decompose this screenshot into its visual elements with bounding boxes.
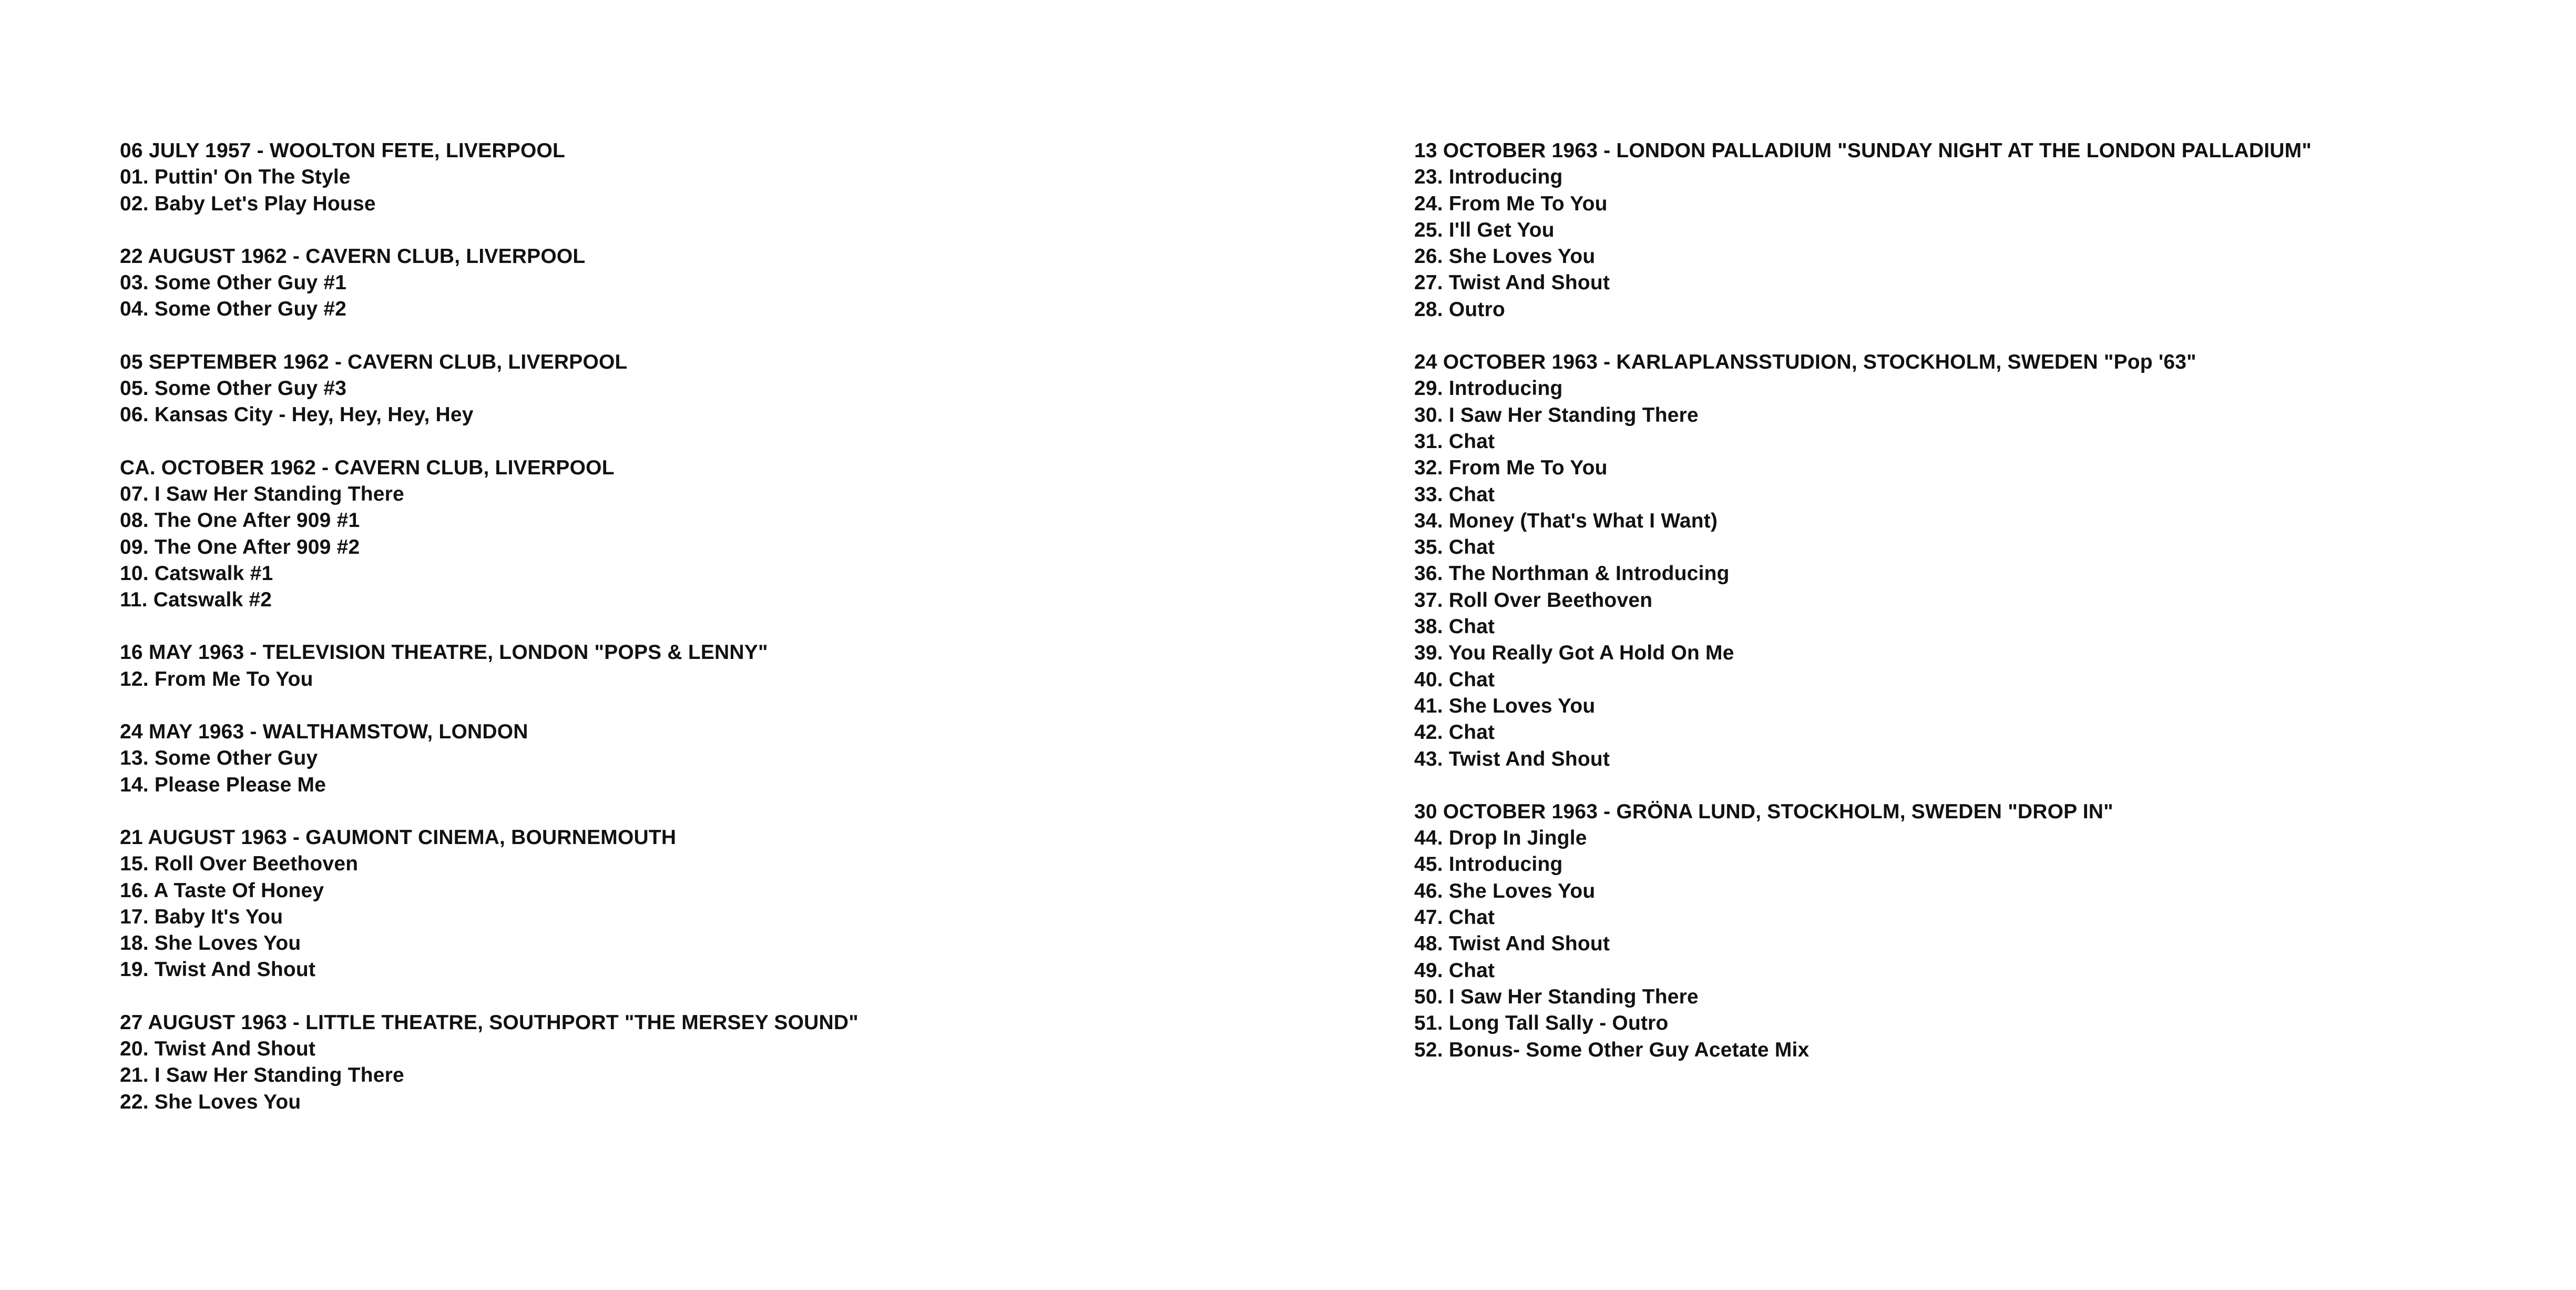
track-item: 16. A Taste Of Honey [120,879,324,902]
track-item: 32. From Me To You [1414,456,1608,480]
tracklist-left-column [120,138,1329,1142]
track-item: 09. The One After 909 #2 [120,535,360,558]
track-item: 24. From Me To You [1414,192,1608,215]
session-heading: 16 MAY 1963 - TELEVISION THEATRE, LONDON "POPS & LENNY" [120,641,768,664]
track-item: 28. Outro [1414,298,1505,321]
track-item: 17. Baby It's You [120,905,283,928]
session-block [1414,349,2544,773]
session-heading: 27 AUGUST 1963 - LITTLE THEATRE, SOUTHPORT "THE MERSEY SOUND" [120,1011,858,1034]
track-list [120,851,1329,983]
track-item: 34. Money (That's What I Want) [1414,509,1718,532]
track-item: 44. Drop In Jingle [1414,827,1587,850]
track-item: 02. Baby Let's Play House [120,192,376,215]
track-item: 52. Bonus- Some Other Guy Acetate Mix [1414,1038,1810,1061]
session-heading: 22 AUGUST 1962 - CAVERN CLUB, LIVERPOOL [120,245,586,268]
session-heading: 05 SEPTEMBER 1962 - CAVERN CLUB, LIVERPOOL [120,350,628,373]
track-item: 22. She Loves You [120,1090,301,1113]
session-block [120,639,1329,693]
track-list [120,270,1329,323]
track-item: 12. From Me To You [120,667,313,690]
track-item: 30. I Saw Her Standing There [1414,403,1699,426]
track-item: 20. Twist And Shout [120,1038,316,1061]
track-item: 25. I'll Get You [1414,218,1555,241]
session-heading: 24 MAY 1963 - WALTHAMSTOW, LONDON [120,720,528,744]
track-item: 39. You Really Got A Hold On Me [1414,642,1734,665]
session-heading: 24 OCTOBER 1963 - KARLAPLANSSTUDION, STOCKHOLM, SWEDEN "Pop '63" [1414,351,2196,374]
track-item: 46. She Loves You [1414,879,1596,902]
track-item: 42. Chat [1414,721,1495,744]
track-item: 40. Chat [1414,668,1495,691]
track-item: 01. Puttin' On The Style [120,166,351,189]
track-item: 14. Please Please Me [120,773,326,796]
track-item: 43. Twist And Shout [1414,747,1610,770]
track-item: 36. The Northman & Introducing [1414,562,1730,585]
track-item: 23. Introducing [1414,166,1563,189]
track-item: 51. Long Tall Sally - Outro [1414,1012,1669,1035]
track-item: 48. Twist And Shout [1414,932,1610,956]
track-item: 27. Twist And Shout [1414,271,1610,294]
session-block [120,719,1329,798]
track-item: 37. Roll Over Beethoven [1414,588,1653,612]
track-list [120,745,1329,798]
track-item: 21. I Saw Her Standing There [120,1064,404,1087]
track-item: 13. Some Other Guy [120,747,318,770]
track-item: 08. The One After 909 #1 [120,509,360,532]
track-item: 31. Chat [1414,430,1495,453]
session-block [120,349,1329,429]
track-item: 10. Catswalk #1 [120,562,273,585]
track-item: 05. Some Other Guy #3 [120,377,347,400]
session-heading: 21 AUGUST 1963 - GAUMONT CINEMA, BOURNEMOUTH [120,826,677,849]
session-block [120,243,1329,323]
track-item: 03. Some Other Guy #1 [120,271,347,294]
session-block [120,138,1329,217]
track-list [120,164,1329,217]
track-item: 04. Some Other Guy #2 [120,298,347,321]
track-item: 49. Chat [1414,959,1495,982]
track-list [1414,375,2544,772]
session-block [120,455,1329,614]
track-list [120,375,1329,429]
track-item: 33. Chat [1414,483,1495,506]
track-item: 15. Roll Over Beethoven [120,852,359,876]
session-heading: 13 OCTOBER 1963 - LONDON PALLADIUM "SUNDAY NIGHT AT THE LONDON PALLADIUM" [1414,139,2312,162]
track-list [120,1036,1329,1115]
session-block [120,825,1329,983]
track-item: 06. Kansas City - Hey, Hey, Hey, Hey [120,403,474,426]
track-item: 47. Chat [1414,906,1495,929]
track-item: 41. She Loves You [1414,694,1596,717]
track-item: 29. Introducing [1414,377,1563,400]
track-item: 45. Introducing [1414,853,1563,876]
track-item: 26. She Loves You [1414,245,1596,268]
tracklist-right-column [1414,138,2544,1090]
track-item: 38. Chat [1414,615,1495,638]
session-block [120,1010,1329,1115]
session-block [1414,799,2544,1063]
session-heading: CA. OCTOBER 1962 - CAVERN CLUB, LIVERPOOL [120,456,615,479]
track-list [1414,164,2544,323]
track-item: 11. Catswalk #2 [120,588,272,612]
session-block [1414,138,2544,323]
track-list [120,666,1329,693]
track-item: 19. Twist And Shout [120,958,316,981]
session-heading: 06 JULY 1957 - WOOLTON FETE, LIVERPOOL [120,139,566,162]
track-list [120,481,1329,613]
session-heading: 30 OCTOBER 1963 - GRÖNA LUND, STOCKHOLM, SWEDEN "DROP IN" [1414,800,2113,823]
track-item: 07. I Saw Her Standing There [120,482,404,505]
track-item: 50. I Saw Her Standing There [1414,985,1699,1008]
track-item: 18. She Loves You [120,932,301,955]
track-list [1414,825,2544,1063]
track-item: 35. Chat [1414,536,1495,559]
